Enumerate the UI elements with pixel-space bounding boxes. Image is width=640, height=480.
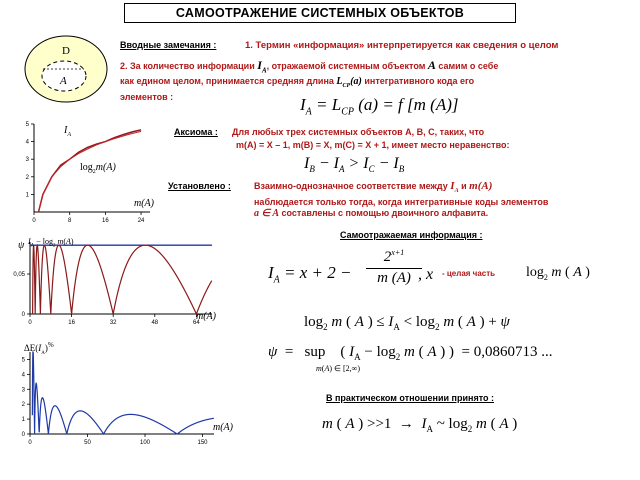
chart3-series-line [32,352,213,434]
chart3-xtick-label: 50 [84,440,91,444]
venn-label-a: A [60,75,67,87]
chart3-xtick-label: 100 [139,440,151,444]
chart1-ytick-label: 3 [25,157,29,164]
chart3-ytick-label: 0 [21,432,25,438]
chart2-psi-label: ψ [18,240,25,252]
chart2-series-line [33,245,212,314]
established-text: Взаимно-однозначное соответствие между $I_A$ и m(A) наблюдается только тогда, когда интегративные коды элементов a ∈ A составлены с помощью двоичного алфавита. [254,180,549,220]
chart1-xlabel: m(A) [134,198,154,209]
chart2-ytick-label: 0 [21,312,25,318]
chart1-xtick-label: 0 [32,218,36,224]
chart2-ytick-label: 0,05 [13,272,25,278]
self-info-label: Самоотражаемая информация : [340,230,483,240]
chart1-xtick-label: 16 [102,218,109,224]
chart3-ytick-label: 2 [21,402,25,409]
chart2-xtick-label: 64 [193,320,200,326]
chart1-ytick-label: 2 [25,174,29,181]
chart2-ylabel: $I_A - \log_2 m(A)$ [28,237,74,249]
formula-ia: $I_A = x + 2$ − [268,263,352,286]
axiom-line2: m(A) = X – 1, m(B) = X, m(C) = X + 1, имеет место неравенство: [236,140,510,150]
venn-label-d: D [62,45,70,57]
formula-main: $I_A = L_{CP}$ (a) = f [m (A)] [300,95,459,118]
chart-delta-e [4,344,244,444]
formula-practice: m ( A ) $>>1 \to I_A$ ~ $\log_2 m$ ( A ) [322,416,518,434]
chart2-xtick-label: 16 [68,320,75,326]
chart1-ytick-label: 5 [25,122,29,128]
established-label: Установлено : [168,181,231,191]
formula-psi-sub: m(A) ∈ [2,∞) [316,364,361,373]
chart1-xtick-label: 24 [137,218,145,224]
chart3-xtick-label: 0 [28,440,32,444]
formula-ia-fraction: $2^{x+1}$ m (A) [366,248,422,287]
intro-item2: 2. За количество информации $I_A$, отражаемой системным объектом A самим о себе как едином целом, принимается средняя длина $L_{CP}(a)$ интегративного кода его элементов : [120,58,499,103]
practice-label: В практическом отношении принято : [326,393,494,403]
chart3-ytick-label: 5 [21,357,25,364]
formula-psi: ψ = sup ( $I_A - \log_2 m$ ( A ) ) = 0,0860713 ... [268,344,553,362]
page-title: САМООТРАЖЕНИЕ СИСТЕМНЫХ ОБЪЕКТОВ [124,3,516,23]
chart2-xlabel: m(A) [196,311,216,322]
chart3-xtick-label: 150 [197,440,208,444]
venn-diagram [22,32,114,108]
chart3-ytick-label: 4 [21,372,25,379]
chart3-ytick-label: 1 [21,417,25,424]
chart1-label-ia: $I_A$ [64,125,72,138]
formula-ia-x: , x [418,266,434,283]
intro-label: Вводные замечания : [120,40,217,50]
formula-integer-part: $\log_2 m$ ( A ) [526,265,590,282]
chart1-ytick-label: 4 [25,139,29,146]
chart3-xlabel: m(A) [213,422,233,433]
intro-item1: 1. Термин «информация» интерпретируется как сведения о целом [245,40,559,51]
chart2-xtick-label: 48 [151,320,159,326]
integer-part-note: - целая часть [442,269,496,278]
chart3-ylabel: $\Delta E(I_A)^{\%}$ [24,341,54,356]
chart2-xtick-label: 32 [109,320,117,326]
formula-bounds: $\log_2 m$ ( A ) ≤ $I_A < \log_2 m$ ( A ) + ψ [304,314,510,332]
axiom-line1: Для любых трех системных объектов A, B, C, таких, что [232,127,485,137]
chart1-ytick-label: 1 [25,192,29,199]
chart3-ytick-label: 3 [21,387,25,394]
axiom-label: Аксиома : [174,127,218,137]
chart2-xtick-label: 0 [28,320,32,326]
chart1-xtick-label: 8 [68,218,72,224]
chart1-label-log: $\log_2m(A)$ [80,162,116,175]
formula-axiom: $I_B - I_A > I_C - I_B$ [304,155,405,175]
